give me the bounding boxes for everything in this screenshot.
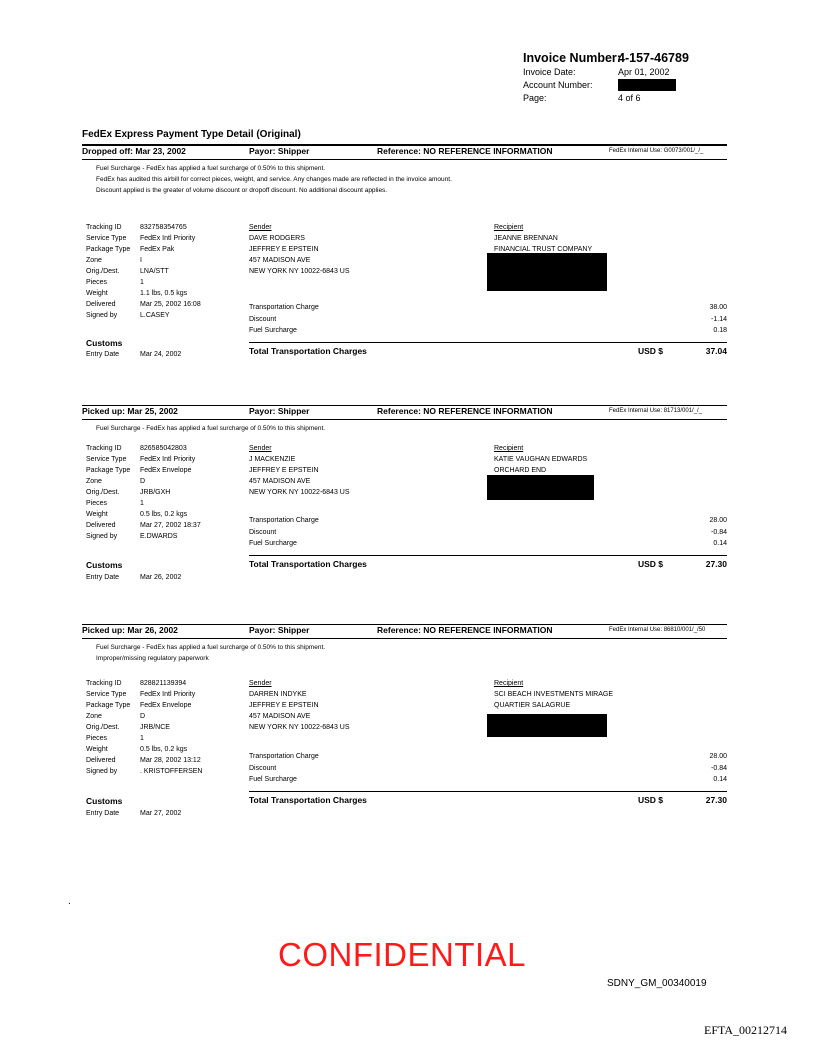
sender-block [249,222,350,277]
sender-line: 457 MADISON AVE [249,478,311,485]
shipment-note: Fuel Surcharge - FedEx has applied a fuel surcharge of 0.50% to this shipment. [96,425,326,432]
field-label: Package Type [86,246,131,253]
charge-row [249,763,727,775]
charge-label: Fuel Surcharge [249,327,297,334]
field-label: Service Type [86,691,127,698]
field-label: Pieces [86,735,108,742]
page-label: Page: [523,93,547,103]
shipment-header [82,405,727,419]
field-row [86,299,201,310]
shipment-notes [96,423,727,434]
total-row [249,791,727,806]
recipient-block [494,443,587,476]
field-row [86,222,201,233]
charge-row [249,515,727,527]
total-currency: USD $ [638,346,664,356]
charge-amount: 0.18 [713,327,727,334]
entry-date-label: Entry Date [86,810,120,817]
total-label: Total Transportation Charges [249,795,367,805]
field-value: I [140,257,142,264]
charges-table [249,515,727,550]
field-row [86,487,201,498]
shipment-header [82,145,727,159]
sender-line: 457 MADISON AVE [249,713,311,720]
invoice-number-label: Invoice Number: [523,51,621,65]
field-value: 832758354765 [140,224,187,231]
field-row [86,509,201,520]
charge-row [249,325,727,337]
shipment-note: Improper/missing regulatory paperwork [96,655,209,662]
field-row [86,310,201,321]
entry-date-label: Entry Date [86,574,120,581]
field-label: Orig./Dest. [86,724,120,731]
stray-mark: . [68,896,71,907]
internal-use-code: FedEx Internal Use: G0073/001/_/_ [609,148,704,154]
recipient-heading: Recipient [494,680,524,687]
field-label: Signed by [86,533,118,540]
field-label: Pieces [86,279,108,286]
field-value: 1 [140,500,144,507]
shipment-fields [86,443,201,542]
shipment-event: Picked up: Mar 26, 2002 [82,625,178,635]
shipment-notes [96,642,727,664]
recipient-address-redaction [487,714,607,737]
shipment-payor: Payor: Shipper [249,146,310,156]
charge-row [249,538,727,550]
sender-line: NEW YORK NY 10022-6843 US [249,489,350,496]
field-row [86,465,201,476]
charge-amount: 28.00 [709,517,727,524]
shipment-event: Dropped off: Mar 23, 2002 [82,146,186,156]
field-value: FedEx Pak [140,246,175,253]
shipment-note: FedEx has audited this airbill for correct pieces, weight, and service. Any changes made are reflected in the invoice amount. [96,176,452,183]
shipment-reference: Reference: NO REFERENCE INFORMATION [377,625,553,635]
shipment-note: Fuel Surcharge - FedEx has applied a fuel surcharge of 0.50% to this shipment. [96,165,326,172]
field-value: L.CASEY [140,312,170,319]
shipment-fields [86,222,201,321]
field-label: Pieces [86,500,108,507]
charge-row [249,527,727,539]
charge-amount: 0.14 [713,540,727,547]
field-label: Orig./Dest. [86,489,120,496]
recipient-heading: Recipient [494,445,524,452]
shipment-fields [86,678,203,777]
recipient-block [494,678,613,711]
field-row [86,722,203,733]
sender-line: NEW YORK NY 10022-6843 US [249,724,350,731]
field-label: Delivered [86,522,116,529]
shipment-section [82,145,727,358]
charge-amount: 28.00 [709,753,727,760]
field-row [86,476,201,487]
field-label: Package Type [86,467,131,474]
field-value: 0.5 lbs, 0.2 kgs [140,511,188,518]
field-row [86,498,201,509]
recipient-line: SCI BEACH INVESTMENTS MIRAGE [494,691,614,698]
field-row [86,700,203,711]
recipient-line: ORCHARD END [494,467,547,474]
total-amount: 27.30 [705,559,727,569]
internal-use-code: FedEx Internal Use: 86810/001/_/50 [609,627,706,633]
charges-table [249,751,727,786]
field-row [86,244,201,255]
field-label: Zone [86,257,102,264]
field-label: Service Type [86,235,127,242]
sender-line: J MACKENZIE [249,456,296,463]
field-label: Signed by [86,312,118,319]
field-row [86,678,203,689]
total-label: Total Transportation Charges [249,559,367,569]
recipient-heading: Recipient [494,224,524,231]
shipment-section [82,405,727,581]
confidential-stamp: CONFIDENTIAL [278,936,527,973]
shipment-notes [96,163,727,196]
section-header-rule [82,419,727,420]
sender-heading: Sender [249,224,272,231]
shipment-event: Picked up: Mar 25, 2002 [82,406,178,416]
field-label: Tracking ID [86,680,122,687]
field-label: Tracking ID [86,445,122,452]
shipment-payor: Payor: Shipper [249,406,310,416]
field-label: Weight [86,511,108,518]
charge-label: Transportation Charge [249,304,319,311]
section-header-rule [82,159,727,160]
charge-label: Fuel Surcharge [249,540,297,547]
account-number-redaction [618,79,676,91]
charge-row [249,751,727,763]
field-value: 0.5 lbs, 0.2 kgs [140,746,188,753]
field-label: Package Type [86,702,131,709]
sender-line: JEFFREY E EPSTEIN [249,702,319,709]
entry-date: Mar 24, 2002 [140,351,182,358]
recipient-block [494,222,592,255]
total-currency: USD $ [638,559,664,569]
field-row [86,288,201,299]
total-amount: 37.04 [705,346,727,356]
sender-line: JEFFREY E EPSTEIN [249,246,319,253]
internal-use-code: FedEx Internal Use: 81713/001/_/_ [609,408,703,414]
field-value: 826585042803 [140,445,187,452]
field-value: 1 [140,735,144,742]
field-value: D [140,713,146,720]
charge-amount: -0.84 [711,764,727,772]
charge-label: Transportation Charge [249,753,319,760]
field-value: 1 [140,279,144,286]
field-row [86,755,203,766]
charge-label: Transportation Charge [249,517,319,524]
field-label: Orig./Dest. [86,268,120,275]
sender-line: 457 MADISON AVE [249,257,311,264]
sender-heading: Sender [249,680,272,687]
charge-label: Fuel Surcharge [249,776,297,783]
field-label: Weight [86,746,108,753]
field-value: Mar 25, 2002 16:08 [140,301,201,308]
field-label: Zone [86,478,102,485]
shipment-note: Fuel Surcharge - FedEx has applied a fuel surcharge of 0.50% to this shipment. [96,644,326,651]
total-currency: USD $ [638,795,664,805]
field-value: JRB/NCE [140,724,170,731]
field-label: Service Type [86,456,127,463]
recipient-line: JEANNE BRENNAN [494,235,558,242]
shipment-reference: Reference: NO REFERENCE INFORMATION [377,146,553,156]
total-row [249,342,727,357]
invoice-date: Apr 01, 2002 [618,67,670,77]
field-row [86,443,201,454]
sender-line: DAVE RODGERS [249,235,305,242]
field-value: 1.1 lbs, 0.5 kgs [140,290,188,297]
recipient-address-redaction [487,253,607,291]
recipient-line: QUARTIER SALAGRUE [494,702,571,709]
field-row [86,454,201,465]
shipment-reference: Reference: NO REFERENCE INFORMATION [377,406,553,416]
field-row [86,744,203,755]
field-value: JRB/GXH [140,489,171,496]
recipient-line: FINANCIAL TRUST COMPANY [494,246,593,253]
charge-amount: 0.14 [713,776,727,783]
sender-heading: Sender [249,445,272,452]
shipment-header [82,624,727,638]
section-header-rule [82,638,727,639]
charge-amount: 38.00 [709,304,727,311]
field-label: Zone [86,713,102,720]
field-value: D [140,478,146,485]
charge-row [249,774,727,786]
field-row [86,233,201,244]
field-label: Weight [86,290,108,297]
customs-heading: Customs [86,796,123,806]
charge-amount: -0.84 [711,528,727,536]
field-row [86,733,203,744]
field-value: FedEx Envelope [140,702,192,709]
sender-line: NEW YORK NY 10022-6843 US [249,268,350,275]
sender-block [249,443,350,498]
field-label: Delivered [86,757,116,764]
total-amount: 27.30 [705,795,727,805]
page-title: FedEx Express Payment Type Detail (Original) [82,129,301,140]
recipient-address-redaction [487,475,594,500]
charges-table [249,302,727,337]
sender-line: DARREN INDYKE [249,691,307,698]
field-value: FedEx Intl Priority [140,691,196,698]
field-row [86,255,201,266]
account-number-label: Account Number: [523,80,593,90]
customs-heading: Customs [86,338,123,348]
recipient-line: KATIE VAUGHAN EDWARDS [494,456,588,463]
field-row [86,689,203,700]
charge-label: Discount [249,764,277,772]
field-label: Delivered [86,301,116,308]
field-value: E.DWARDS [140,533,178,540]
shipment-note: Discount applied is the greater of volume discount or dropoff discount. No additional discount applies. [96,187,388,194]
charge-label: Discount [249,528,277,536]
invoice-date-label: Invoice Date: [523,67,576,77]
entry-date-row [86,810,181,817]
sender-block [249,678,350,733]
entry-date: Mar 27, 2002 [140,810,182,817]
field-row [86,766,203,777]
shipment-section [82,624,727,817]
field-row [86,277,201,288]
charge-label: Discount [249,315,277,323]
charge-row [249,314,727,326]
entry-date: Mar 26, 2002 [140,574,182,581]
field-value: LNA/STT [140,268,169,275]
field-row [86,266,201,277]
total-label: Total Transportation Charges [249,346,367,356]
field-label: Tracking ID [86,224,122,231]
field-row [86,531,201,542]
field-value: FedEx Intl Priority [140,456,196,463]
field-value: Mar 27, 2002 18:37 [140,522,201,529]
sender-line: JEFFREY E EPSTEIN [249,467,319,474]
invoice-number: 4-157-46789 [618,51,689,65]
bates-number-sdny: SDNY_GM_00340019 [607,978,707,989]
charge-row [249,302,727,314]
field-label: Signed by [86,768,118,775]
page-number: 4 of 6 [618,93,641,103]
charge-amount: -1.14 [711,315,727,323]
field-value: 828821139394 [140,680,187,687]
total-row [249,555,727,570]
entry-date-row [86,351,181,358]
field-value: Mar 28, 2002 13:12 [140,757,201,764]
field-value: . KRISTOFFERSEN [140,768,203,775]
customs-heading: Customs [86,560,123,570]
field-row [86,520,201,531]
field-value: FedEx Intl Priority [140,235,196,242]
field-row [86,711,203,722]
entry-date-label: Entry Date [86,351,120,358]
entry-date-row [86,574,181,581]
bates-number-efta: EFTA_00212714 [704,1023,788,1037]
field-value: FedEx Envelope [140,467,192,474]
shipment-payor: Payor: Shipper [249,625,310,635]
